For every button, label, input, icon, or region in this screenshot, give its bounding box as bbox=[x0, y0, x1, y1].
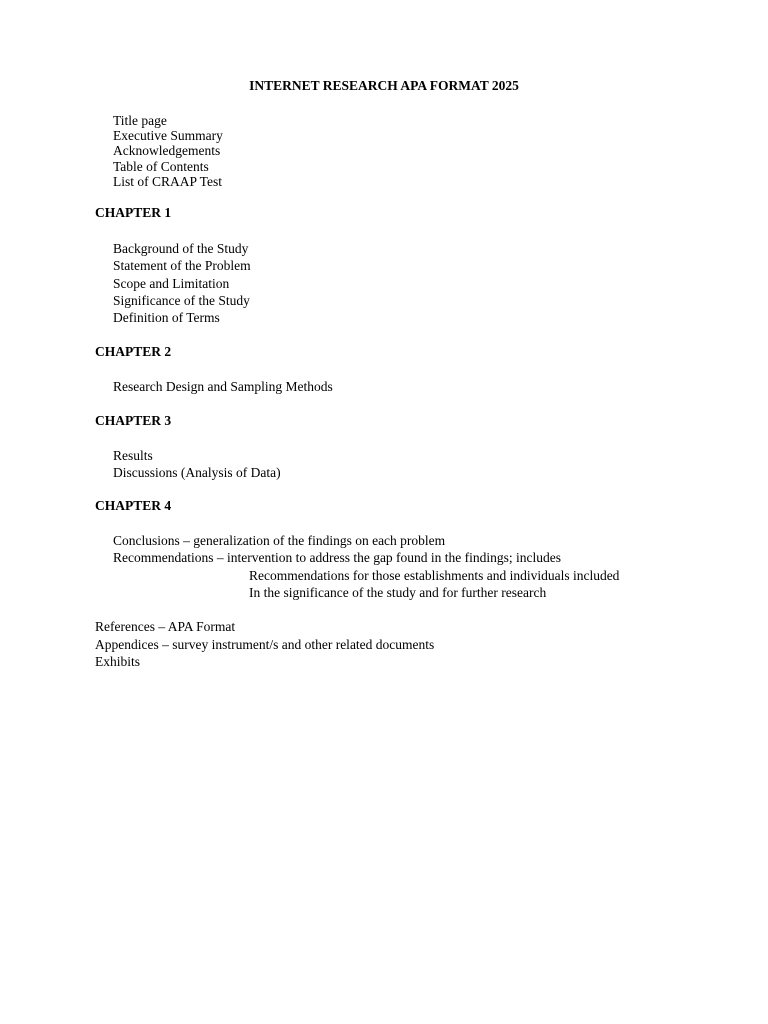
conclusions-text: Conclusions – generalization of the findings on each problem bbox=[113, 533, 446, 548]
chapter-1-list bbox=[113, 240, 251, 326]
list-item: Scope and Limitation bbox=[113, 275, 230, 291]
list-item: Definition of Terms bbox=[113, 310, 220, 326]
list-item: Results bbox=[113, 448, 153, 463]
list-item: Acknowledgements bbox=[113, 143, 221, 159]
list-item: Executive Summary bbox=[113, 128, 223, 144]
recommendations-continuation: Recommendations for those establishments and individuals included bbox=[249, 568, 620, 583]
chapter-3-list bbox=[113, 447, 281, 482]
chapter-1-heading: CHAPTER 1 bbox=[95, 205, 172, 220]
chapter-3-heading: CHAPTER 3 bbox=[95, 413, 172, 428]
list-item: Background of the Study bbox=[113, 241, 249, 256]
appendices-text: Appendices – survey instrument/s and other related documents bbox=[95, 637, 435, 652]
list-item: Discussions (Analysis of Data) bbox=[113, 465, 281, 481]
list-item: Table of Contents bbox=[113, 158, 209, 174]
recommendations-text: Recommendations – intervention to address the gap found in the findings; includes bbox=[113, 550, 562, 565]
list-item: Statement of the Problem bbox=[113, 258, 251, 274]
list-item: Research Design and Sampling Methods bbox=[113, 379, 333, 394]
list-item: Significance of the Study bbox=[113, 292, 250, 308]
front-matter-list bbox=[113, 113, 223, 189]
list-item: Title page bbox=[113, 113, 167, 128]
recommendations-continuation: In the significance of the study and for further research bbox=[249, 585, 547, 600]
list-item: List of CRAAP Test bbox=[113, 173, 222, 189]
document-title: INTERNET RESEARCH APA FORMAT 2025 bbox=[249, 78, 519, 93]
chapter-2-heading: CHAPTER 2 bbox=[95, 344, 172, 359]
exhibits-text: Exhibits bbox=[95, 654, 141, 669]
chapter-4-heading: CHAPTER 4 bbox=[95, 498, 172, 513]
references-text: References – APA Format bbox=[95, 619, 236, 634]
chapter-2-list bbox=[113, 378, 333, 395]
